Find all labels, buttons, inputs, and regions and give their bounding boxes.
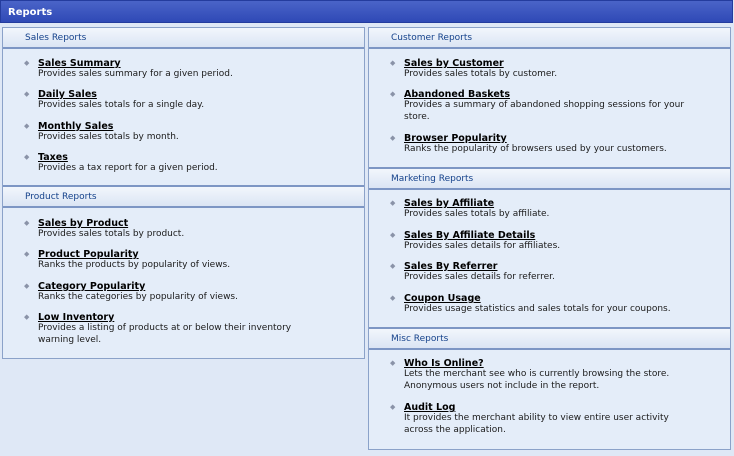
section-title-sales-reports: Sales Reports bbox=[3, 28, 364, 49]
section-title-marketing-reports: Marketing Reports bbox=[369, 167, 730, 190]
report-description: Lets the merchant see who is currently browsing the store. Anonymous users not include in the report. bbox=[404, 369, 670, 391]
bullet-icon: ◆ bbox=[24, 313, 30, 321]
report-description: Provides sales totals by customer. bbox=[404, 69, 558, 79]
report-description: Provides sales totals for a single day. bbox=[38, 100, 205, 110]
section-title-product-reports: Product Reports bbox=[3, 185, 364, 208]
bullet-icon: ◆ bbox=[390, 90, 396, 98]
report-description: Provides a tax report for a given period. bbox=[38, 163, 218, 173]
bullet-icon: ◆ bbox=[390, 59, 396, 67]
report-link-sales-by-referrer[interactable]: Sales By Referrer bbox=[404, 261, 498, 272]
report-description: It provides the merchant ability to view entire user activity across the application. bbox=[404, 413, 669, 435]
report-description: Provides sales totals by product. bbox=[38, 229, 185, 239]
report-description: Ranks the popularity of browsers used by your customers. bbox=[404, 144, 667, 154]
report-link-coupon-usage[interactable]: Coupon Usage bbox=[404, 293, 481, 304]
bullet-icon: ◆ bbox=[390, 134, 396, 142]
report-link-sales-summary[interactable]: Sales Summary bbox=[38, 58, 121, 69]
report-description: Provides sales totals by affiliate. bbox=[404, 209, 550, 219]
bullet-icon: ◆ bbox=[390, 262, 396, 270]
report-link-sales-by-affiliate-details[interactable]: Sales By Affiliate Details bbox=[404, 230, 536, 241]
left-column bbox=[2, 27, 365, 359]
report-link-product-popularity[interactable]: Product Popularity bbox=[38, 249, 139, 260]
section-title-customer-reports: Customer Reports bbox=[369, 28, 730, 49]
report-link-low-inventory[interactable]: Low Inventory bbox=[38, 312, 115, 323]
bullet-icon: ◆ bbox=[390, 403, 396, 411]
report-description: Provides sales summary for a given period. bbox=[38, 69, 233, 79]
section-title-misc-reports: Misc Reports bbox=[369, 327, 730, 350]
report-description: Ranks the products by popularity of views. bbox=[38, 260, 231, 270]
bullet-icon: ◆ bbox=[390, 199, 396, 207]
report-description: Provides a listing of products at or below their inventory warning level. bbox=[38, 323, 292, 345]
report-description: Provides sales details for affiliates. bbox=[404, 241, 561, 251]
report-link-category-popularity[interactable]: Category Popularity bbox=[38, 281, 146, 292]
report-link-sales-by-product[interactable]: Sales by Product bbox=[38, 218, 129, 229]
report-link-monthly-sales[interactable]: Monthly Sales bbox=[38, 121, 114, 132]
report-description: Provides a summary of abandoned shopping sessions for your store. bbox=[404, 100, 685, 122]
bullet-icon: ◆ bbox=[24, 282, 30, 290]
bullet-icon: ◆ bbox=[390, 359, 396, 367]
report-description: Ranks the categories by popularity of views. bbox=[38, 292, 238, 302]
report-link-sales-by-customer[interactable]: Sales by Customer bbox=[404, 58, 504, 69]
bullet-icon: ◆ bbox=[24, 122, 30, 130]
window-title: Reports bbox=[0, 0, 733, 23]
bullet-icon: ◆ bbox=[24, 219, 30, 227]
report-description: Provides sales totals by month. bbox=[38, 132, 179, 142]
report-link-who-is-online[interactable]: Who Is Online? bbox=[404, 358, 484, 369]
report-link-taxes[interactable]: Taxes bbox=[38, 152, 68, 163]
report-link-daily-sales[interactable]: Daily Sales bbox=[38, 89, 97, 100]
bullet-icon: ◆ bbox=[24, 59, 30, 67]
report-link-browser-popularity[interactable]: Browser Popularity bbox=[404, 133, 507, 144]
right-column bbox=[368, 27, 731, 450]
bullet-icon: ◆ bbox=[24, 250, 30, 258]
bullet-icon: ◆ bbox=[24, 90, 30, 98]
report-link-audit-log[interactable]: Audit Log bbox=[404, 402, 456, 413]
report-description: Provides usage statistics and sales totals for your coupons. bbox=[404, 304, 671, 314]
report-description: Provides sales details for referrer. bbox=[404, 272, 555, 282]
bullet-icon: ◆ bbox=[390, 294, 396, 302]
bullet-icon: ◆ bbox=[390, 231, 396, 239]
report-link-abandoned-baskets[interactable]: Abandoned Baskets bbox=[404, 89, 510, 100]
bullet-icon: ◆ bbox=[24, 153, 30, 161]
report-link-sales-by-affiliate[interactable]: Sales by Affiliate bbox=[404, 198, 495, 209]
